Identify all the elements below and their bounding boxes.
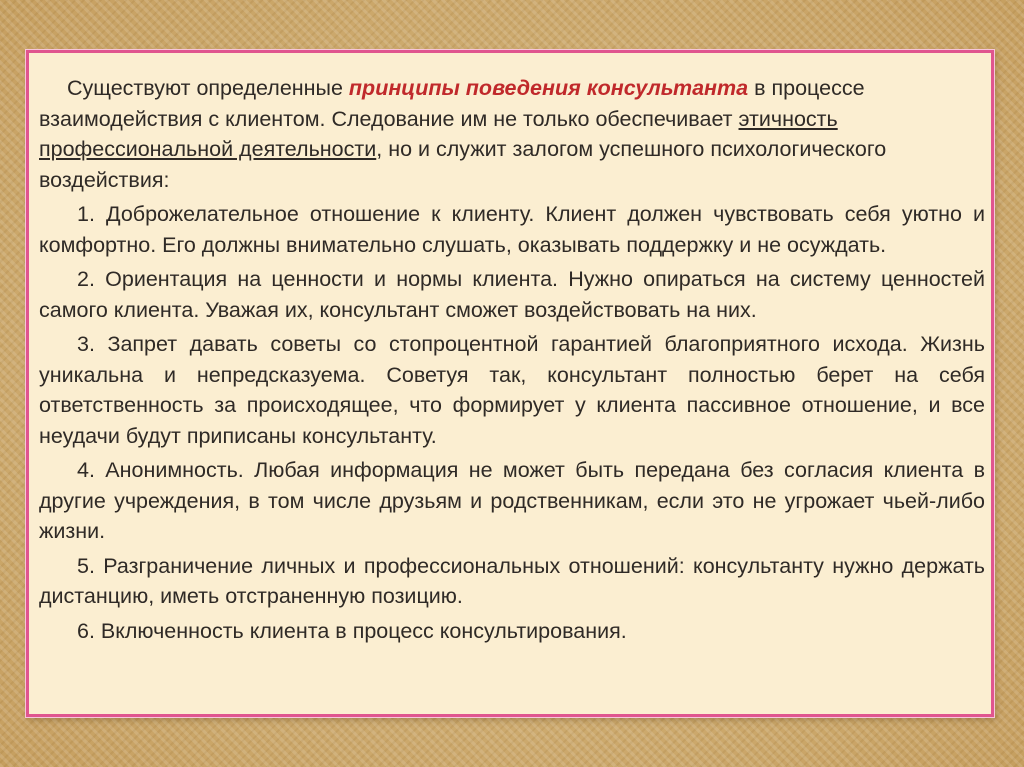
slide-content-panel	[26, 50, 994, 717]
underlined-term: этичность профессиональной деятельности	[39, 106, 838, 161]
principle-item-6: 6. Включенность клиента в процесс консультирования.	[77, 618, 627, 643]
principle-item-1: 1. Доброжелательное отношение к клиенту. Клиент должен чувствовать себя уютно и комфортно. Его должны внимательно слушать, оказывать поддержку и не осуждать.	[39, 202, 985, 257]
highlighted-term: принципы поведения консультанта	[348, 76, 749, 100]
principle-item-5: 5. Разграничение личных и профессиональных отношений: консультанту нужно держать дистанцию, иметь отстраненную позицию.	[39, 553, 985, 608]
principle-item-3: 3. Запрет давать советы со стопроцентной гарантией благоприятного исхода. Жизнь уникальна и непредсказуема. Советуя так, консультант полностью берет на себя ответственность за происходящее, что формирует у клиента пассивное отношение, и все неудачи будут приписаны консультанту.	[39, 332, 985, 448]
intro-text-middle: в процессе взаимодействия с клиентом. Следование им не только обеспечивает	[39, 76, 865, 131]
intro-text-end: , но и служит залогом успешного психологического воздействия:	[39, 137, 887, 192]
principle-item-2: 2. Ориентация на ценности и нормы клиента. Нужно опираться на систему ценностей самого клиента. Уважая их, консультант сможет воздействовать на них.	[39, 267, 985, 322]
intro-text-start: Существуют определенные	[67, 76, 349, 100]
principle-item-4: 4. Анонимность. Любая информация не может быть передана без согласия клиента в другие учреждения, в том числе друзьям и родственникам, если это не угрожает чьей-либо жизни.	[39, 458, 985, 543]
slide-text	[39, 73, 985, 646]
intro-paragraph	[39, 73, 985, 195]
